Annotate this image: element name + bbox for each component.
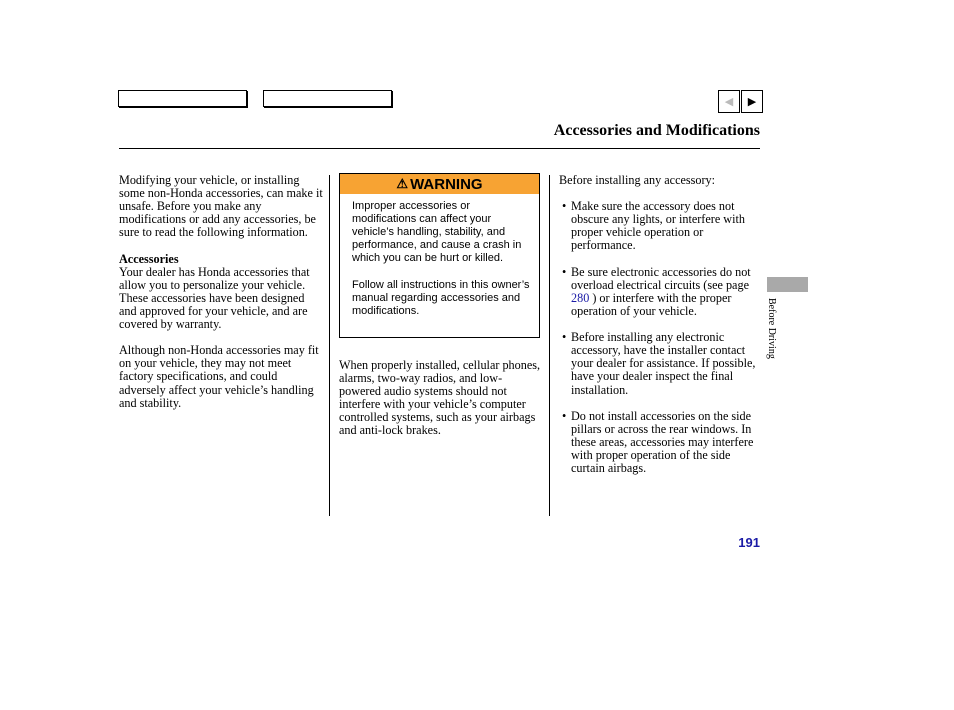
column-right — [559, 174, 759, 488]
nav-button-index[interactable] — [263, 90, 392, 107]
list-item: • Do not install accessories on the side pillars or across the rear windows. In these areas, accessories may interfere with proper operation of the side curtain airbags. — [559, 410, 759, 475]
nav-button-main-menu[interactable] — [118, 90, 247, 107]
accessory-lead-text: Before installing any accessory: — [559, 173, 716, 187]
section-tab-marker — [767, 277, 808, 292]
triangle-left-icon: ◀ — [724, 96, 734, 108]
warning-body — [340, 194, 539, 318]
column-middle — [339, 359, 544, 451]
title-divider — [119, 148, 760, 149]
accessories-heading: Accessories — [119, 251, 179, 266]
column-left — [119, 174, 324, 423]
accessories-paragraph: Your dealer has Honda accessories that allow you to personalize your vehicle. These accessories have been designed and approved for your vehicle, and are covered by warranty. — [119, 264, 310, 332]
warning-header — [340, 174, 539, 194]
page-280-link[interactable]: 280 — [571, 290, 590, 305]
intro-paragraph: Modifying your vehicle, or installing some non-Honda accessories, can make it unsafe. Before you make any modifications or add any accessories, be sure to read the following information. — [119, 173, 323, 240]
triangle-right-icon: ▶ — [747, 96, 757, 108]
list-item: • Before installing any electronic accessory, have the installer contact your dealer for assistance. If possible, have your dealer inspect the final installation. — [559, 331, 759, 396]
warning-text-2: Follow all instructions in this owner’s manual regarding accessories and modifications. — [352, 278, 530, 317]
installed-paragraph: When properly installed, cellular phones, alarms, two-way radios, and low-powered audio systems should not interfere with your vehicle’s computer controlled systems, such as your airbags and anti-lock brakes. — [339, 358, 541, 438]
page-number: 191 — [738, 535, 760, 550]
next-page-button[interactable] — [741, 90, 763, 113]
previous-page-button[interactable] — [718, 90, 740, 113]
column-divider-1 — [329, 175, 330, 516]
column-divider-2 — [549, 175, 550, 516]
warning-triangle-icon: ⚠ — [396, 176, 409, 191]
warning-text-1: Improper accessories or modifications can affect your vehicle’s handling, stability, and performance, and cause a crash in which you can be hurt or killed. — [352, 200, 522, 265]
page-title: Accessories and Modifications — [553, 122, 760, 139]
warning-label: WARNING — [410, 175, 483, 193]
list-item: • Be sure electronic accessories do not overload electrical circuits (see page 280 ) or interfere with the proper operation of your vehicle. — [559, 266, 759, 318]
section-label: Before Driving — [766, 298, 777, 359]
warning-box — [339, 173, 540, 338]
non-honda-paragraph: Although non-Honda accessories may fit on your vehicle, they may not meet factory specifications, and could adversely affect your vehicle’s handling and stability. — [119, 343, 319, 410]
accessory-bullet-list — [559, 200, 759, 475]
list-item: • Make sure the accessory does not obscure any lights, or interfere with proper vehicle operation or performance. — [559, 200, 759, 252]
